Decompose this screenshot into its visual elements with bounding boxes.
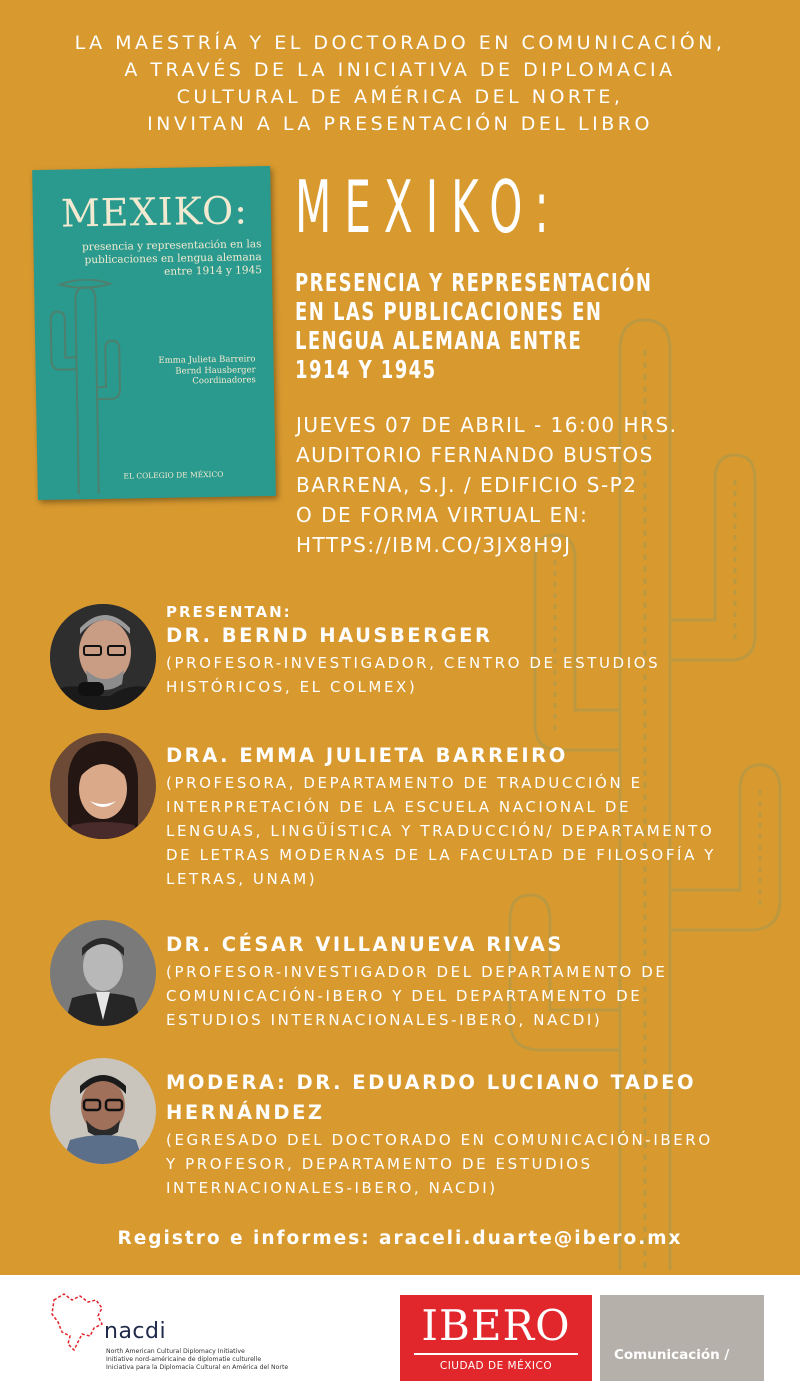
ibero-logo xyxy=(400,1295,592,1381)
event-date: JUEVES 07 DE ABRIL - 16:00 HRS. xyxy=(296,413,678,437)
speaker-photo-barreiro xyxy=(50,733,156,839)
nacdi-tagline-line: Iniciativa para la Diplomacia Cultural en América del Norte xyxy=(106,1364,289,1371)
book-cover-authors xyxy=(125,354,256,388)
subtitle-line: 1914 Y 1945 xyxy=(295,355,437,384)
invitation-header xyxy=(0,30,800,138)
speaker-name: HERNÁNDEZ xyxy=(166,1101,325,1124)
event-subtitle xyxy=(295,268,791,384)
event-venue: AUDITORIO FERNANDO BUSTOS xyxy=(296,443,654,467)
book-coordinators-label: Coordinadores xyxy=(192,375,256,387)
speaker-role: COMUNICACIÓN-IBERO Y DEL DEPARTAMENTO DE xyxy=(166,987,643,1005)
presentan-label: PRESENTAN: xyxy=(166,603,292,621)
speaker-name: DR. CÉSAR VILLANUEVA RIVAS xyxy=(166,933,564,956)
comunicacion-label: Comunicación / xyxy=(614,1347,730,1363)
speaker-role: Y PROFESOR, DEPARTAMENTO DE ESTUDIOS xyxy=(166,1155,593,1173)
header-line: A TRAVÉS DE LA INICIATIVA DE DIPLOMACIA xyxy=(124,59,676,81)
speaker-name: DRA. EMMA JULIETA BARREIRO xyxy=(166,744,568,767)
speaker-role: INTERNACIONALES-IBERO, NACDI) xyxy=(166,1179,498,1197)
event-link[interactable]: HTTPS://IBM.CO/3JX8H9J xyxy=(296,533,572,557)
book-cover-subtitle: presencia y representación en las publicaciones en lengua alemana entre 1914 y 1945 xyxy=(81,238,263,278)
event-title: MEXIKO: xyxy=(295,165,562,249)
event-details xyxy=(296,410,678,560)
speaker-photo-villanueva xyxy=(50,920,156,1026)
ibero-wordmark: IBERO xyxy=(421,1301,571,1350)
north-america-map-icon xyxy=(50,1292,106,1354)
speaker-name: MODERA: DR. EDUARDO LUCIANO TADEO xyxy=(166,1071,697,1094)
cactus-cover-art xyxy=(40,278,134,495)
book-author: Emma Julieta Barreiro xyxy=(158,354,256,366)
book-cover-publisher: EL COLEGIO DE MÉXICO xyxy=(123,469,224,481)
header-line: LA MAESTRÍA Y EL DOCTORADO EN COMUNICACIÓN, xyxy=(74,32,726,54)
nacdi-tagline-line: North American Cultural Diplomacy Initiative xyxy=(106,1348,245,1355)
speaker-role: HISTÓRICOS, EL COLMEX) xyxy=(166,678,418,696)
speaker-role: LETRAS, UNAM) xyxy=(166,870,318,888)
book-cover xyxy=(32,166,276,500)
speaker-photo-tadeo xyxy=(50,1058,156,1164)
nacdi-tagline xyxy=(106,1348,288,1372)
nacdi-tagline-line: Initiative nord-américaine de diplomatie culturelle xyxy=(106,1356,262,1363)
event-venue: BARRENA, S.J. / EDIFICIO S-P2 xyxy=(296,473,638,497)
speaker-role: (PROFESOR-INVESTIGADOR, CENTRO DE ESTUDIOS xyxy=(166,654,661,672)
speaker-tadeo xyxy=(166,1068,713,1200)
speaker-barreiro xyxy=(166,741,716,891)
comunicacion-logo xyxy=(600,1295,764,1381)
ibero-city: CIUDAD DE MÉXICO xyxy=(439,1360,553,1372)
speaker-role: (EGRESADO DEL DOCTORADO EN COMUNICACIÓN-IBERO xyxy=(166,1131,713,1149)
footer xyxy=(0,1275,800,1400)
nacdi-logo: nacdi xyxy=(104,1319,167,1344)
book-cover-title: MEXIKO: xyxy=(60,188,249,236)
speaker-photo-hausberger xyxy=(50,604,156,710)
subtitle-line: PRESENCIA Y REPRESENTACIÓN xyxy=(295,268,653,297)
subtitle-line: LENGUA ALEMANA ENTRE xyxy=(295,326,583,355)
event-virtual-label: O DE FORMA VIRTUAL EN: xyxy=(296,503,589,527)
header-line: CULTURAL DE AMÉRICA DEL NORTE, xyxy=(176,86,624,108)
speaker-role: DE LETRAS MODERNAS DE LA FACULTAD DE FILOSOFÍA Y xyxy=(166,846,717,864)
speaker-role: LENGUAS, LINGÜÍSTICA Y TRADUCCIÓN/ DEPARTAMENTO xyxy=(166,822,715,840)
speaker-role: (PROFESOR-INVESTIGADOR DEL DEPARTAMENTO DE xyxy=(166,963,668,981)
header-line: INVITAN A LA PRESENTACIÓN DEL LIBRO xyxy=(147,113,653,135)
speaker-name: DR. BERND HAUSBERGER xyxy=(166,624,493,647)
speaker-villanueva xyxy=(166,930,667,1032)
speaker-role: INTERPRETACIÓN DE LA ESCUELA NACIONAL DE xyxy=(166,798,632,816)
ibero-divider xyxy=(414,1353,578,1355)
speaker-hausberger xyxy=(166,603,660,699)
subtitle-line: EN LAS PUBLICACIONES EN xyxy=(295,297,603,326)
registration-contact[interactable]: Registro e informes: araceli.duarte@ibero.mx xyxy=(117,1228,683,1249)
speaker-role: ESTUDIOS INTERNACIONALES-IBERO, NACDI) xyxy=(166,1011,603,1029)
speaker-role: (PROFESORA, DEPARTAMENTO DE TRADUCCIÓN E xyxy=(166,774,643,792)
book-author: Bernd Hausberger xyxy=(175,364,256,377)
